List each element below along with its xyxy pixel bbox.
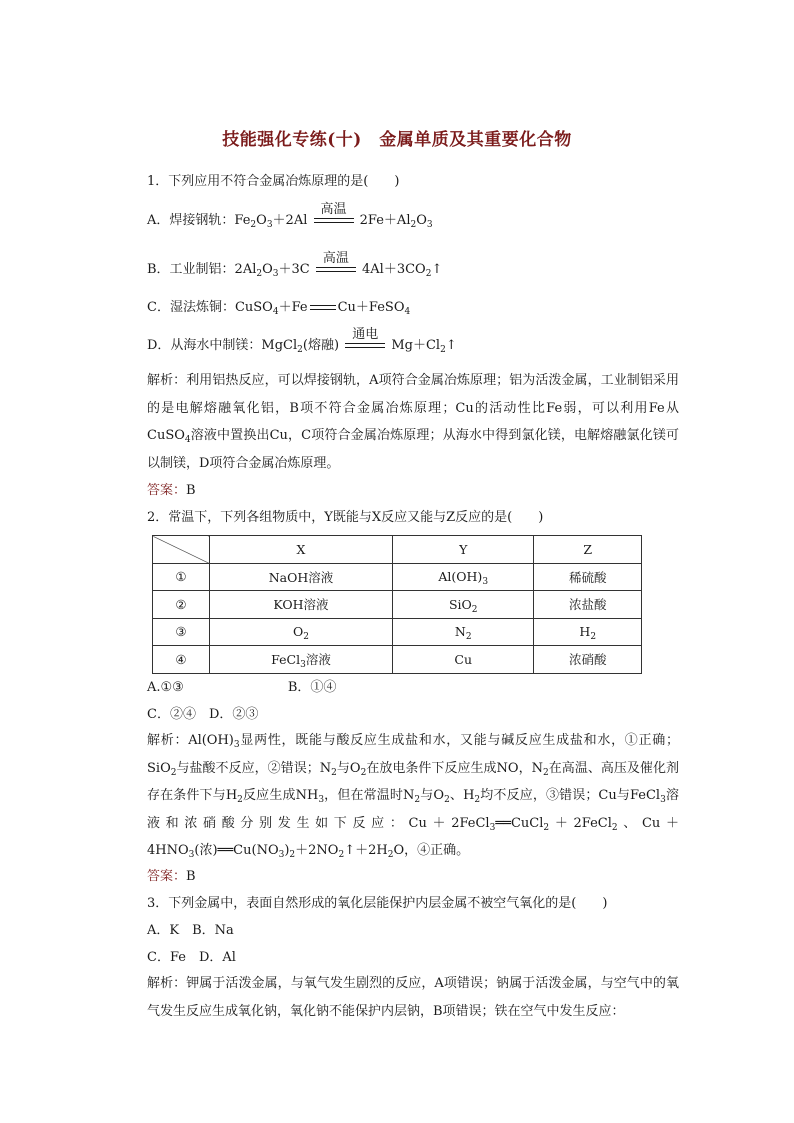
table-header-row xyxy=(153,536,642,564)
q2-options-ab: A.①③ B．①④ xyxy=(147,680,337,695)
condition-arrow: 高温 xyxy=(314,267,358,272)
q3-stem: 3．下列金属中，表面自然形成的氧化层能保护内层金属不被空气氧化的是( ) xyxy=(147,896,608,911)
q1-option-c: C．湿法炼铜：CuSO$_4$＋Fe Cu＋FeSO$_4$ xyxy=(147,300,411,317)
q3-analysis: 解析：钾属于活泼金属，与氧气发生剧烈的反应，A项错误；钠属于活泼金属，与空气中的氧气发生反应生成氧化钠，氧化钠不能保护内层钠，B项错误；铁在空气中发生反应： xyxy=(147,976,679,1019)
q2-options-cd: C．②④ D．②③ xyxy=(147,707,259,722)
q3-options-cd: C．Fe D．Al xyxy=(147,950,236,965)
table-row: ② KOH溶液 SiO$_2$ 浓盐酸 xyxy=(153,591,642,619)
q1-stem: 1．下列应用不符合金属冶炼原理的是( ) xyxy=(147,174,400,189)
page-title: 技能强化专练(十) 金属单质及其重要化合物 xyxy=(222,130,572,150)
condition-arrow: 高温 xyxy=(312,218,356,223)
table-row: ③ $O_2$ $N_2$ $H_2$ xyxy=(153,618,642,646)
q1-analysis: 解析：利用铝热反应，可以焊接钢轨，A项符合金属冶炼原理；铝为活泼金属，工业制铝采用的是电解熔融氧化铝，B项不符合金属冶炼原理；Cu的活动性比Fe弱，可以利用Fe从CuSO$_4$溶液中置换出Cu，C项符合金属冶炼原理；从海水中得到氯化镁，电解熔融氯化镁可以制镁，D项符合金属冶炼原理。 xyxy=(147,373,679,471)
column-header: Z xyxy=(534,536,642,564)
table-row: ④ FeCl$_3$溶液 Cu 浓硝酸 xyxy=(153,646,642,674)
q1-option-d: D．从海水中制镁：MgCl$_2$(熔融) 通电 $Mg+Cl_2↑$ xyxy=(147,327,457,355)
diagonal-header-cell xyxy=(153,536,210,564)
table-row: ① NaOH溶液 $Al(OH)_3$ 稀硫酸 xyxy=(153,563,642,591)
q1-option-a: A．焊接钢轨：$Fe_2O_3+2Al$ 高温 $2Fe+Al_2O_3$ xyxy=(147,202,433,230)
condition-arrow: 通电 xyxy=(343,343,387,348)
q2-analysis: 解析：$Al(OH)_3$显两性，既能与酸反应生成盐和水，又能与碱反应生成盐和水，①正确；SiO$_2$与盐酸不反应，②错误；$N_2$与$O_2$在放电条件下反应生成NO，$N_2$在高温、高压及催化剂存在条件下与$H_2$反应生成$NH_3$，但在常温时$N_2$与$O_2$、$H_2$均不反应，③错误；Cu与FeCl$_3$溶液和浓硝酸分别发生如下反应：Cu＋2FeCl$_3$══CuCl$_2$＋2FeCl$_2$、$Cu+4HNO_3$(浓)$══Cu(NO_3)_2+2NO_2↑+2H_2O$，④正确。 xyxy=(147,733,679,860)
column-header: Y xyxy=(392,536,533,564)
q3-options-ab: A．K B．Na xyxy=(147,923,234,938)
column-header: X xyxy=(210,536,393,564)
q2-stem: 2．常温下，下列各组物质中，Y既能与X反应又能与Z反应的是( ) xyxy=(147,510,544,525)
q1-answer: 答案：B xyxy=(147,483,196,498)
q1-option-b: B．工业制铝：$2Al_2O_3+3C$ 高温 $4Al+3CO_2↑$ xyxy=(147,251,443,279)
q2-answer: 答案：B xyxy=(147,869,196,884)
q2-table xyxy=(152,535,642,674)
